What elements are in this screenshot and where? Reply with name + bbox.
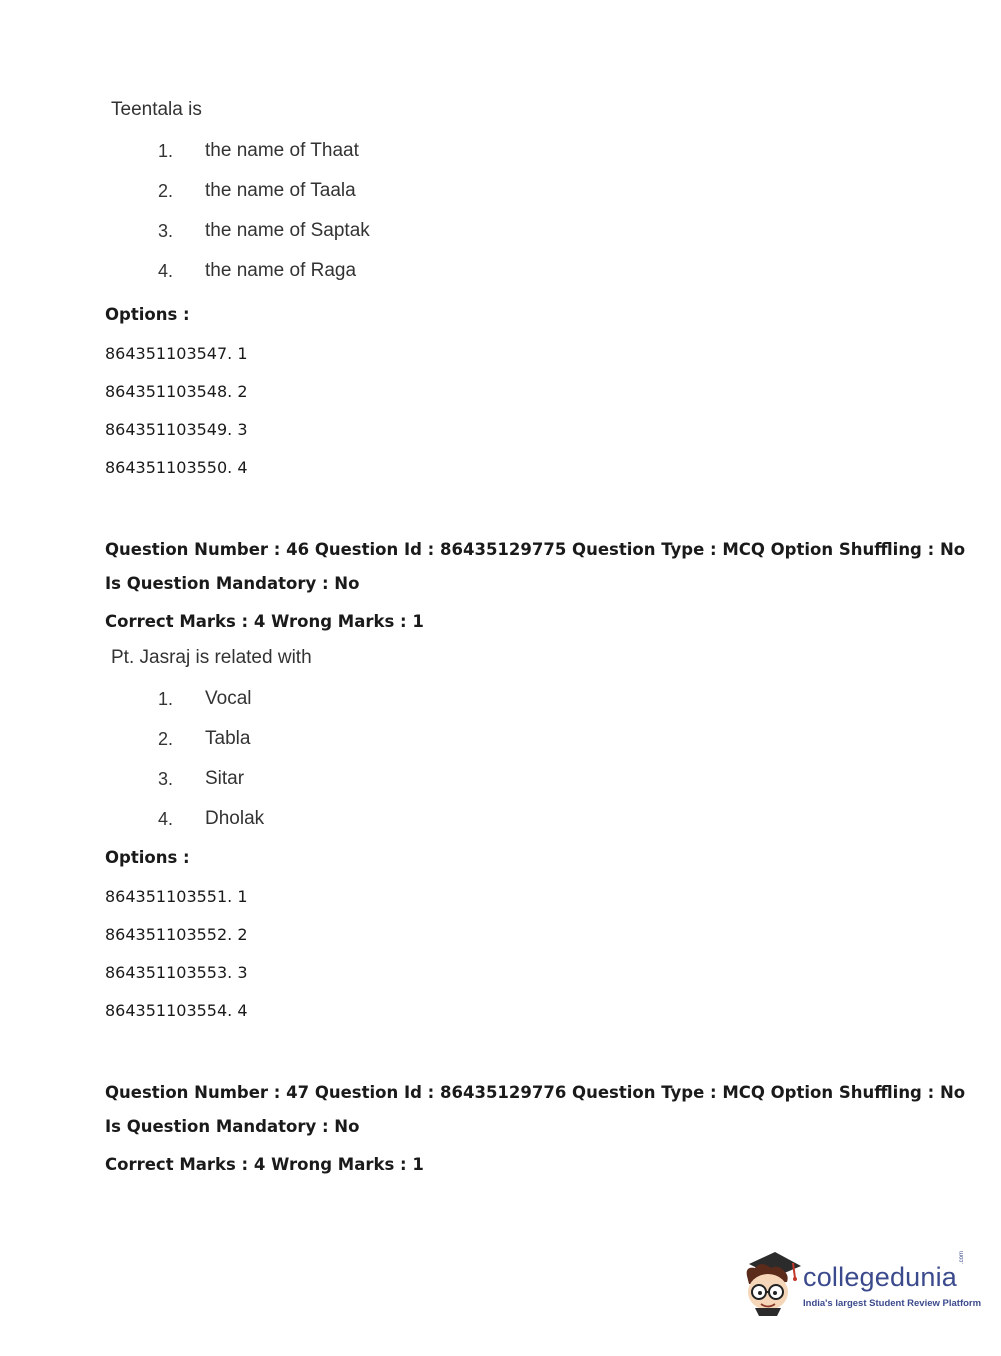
q46-choice-2-text: Tabla — [205, 728, 251, 749]
q46-stem: Pt. Jasraj is related with — [111, 647, 312, 668]
q45-option-1: 864351103547. 1 — [105, 344, 248, 363]
q46-choice-1-text: Vocal — [205, 688, 252, 709]
q45-option-2: 864351103548. 2 — [105, 382, 248, 401]
q45-choice-3-num: 3. — [158, 221, 174, 241]
q46-choice-4-num: 4. — [158, 809, 174, 829]
q46-options-label: Options : — [105, 848, 190, 867]
q45-choice-1-text: the name of Thaat — [205, 140, 359, 161]
student-mascot-icon — [741, 1250, 803, 1316]
q45-choice-2-text: the name of Taala — [205, 180, 356, 201]
q47-marks: Correct Marks : 4 Wrong Marks : 1 — [105, 1155, 424, 1174]
q47-mandatory: Is Question Mandatory : No — [105, 1117, 360, 1136]
q45-options-label: Options : — [105, 305, 190, 324]
logo-tagline: India's largest Student Review Platform — [803, 1298, 982, 1309]
q46-option-3: 864351103553. 3 — [105, 963, 248, 982]
logo-com: .com — [959, 1250, 965, 1264]
q47-header: Question Number : 47 Question Id : 86435129776 Question Type : MCQ Option Shuffling : No — [105, 1083, 966, 1102]
q45-choice-3-text: the name of Saptak — [205, 220, 370, 241]
q45-choice-4-num: 4. — [158, 261, 174, 281]
q46-choice-2-num: 2. — [158, 729, 174, 749]
q46-choice-4-text: Dholak — [205, 808, 265, 829]
q46-choice-1-num: 1. — [158, 689, 174, 709]
q45-option-4: 864351103550. 4 — [105, 458, 248, 477]
q46-option-1: 864351103551. 1 — [105, 887, 248, 906]
q46-choice-3-num: 3. — [158, 769, 174, 789]
q45-stem: Teentala is — [111, 99, 202, 120]
q46-option-2: 864351103552. 2 — [105, 925, 248, 944]
q46-marks: Correct Marks : 4 Wrong Marks : 1 — [105, 612, 424, 631]
q45-choice-4-text: the name of Raga — [205, 260, 357, 281]
logo-wordmark: collegedunia — [803, 1262, 958, 1292]
q46-mandatory: Is Question Mandatory : No — [105, 574, 360, 593]
q46-header: Question Number : 46 Question Id : 86435129775 Question Type : MCQ Option Shuffling : No — [105, 540, 966, 559]
q46-choice-3-text: Sitar — [205, 768, 245, 789]
q45-choice-2-num: 2. — [158, 181, 174, 201]
q45-choice-1-num: 1. — [158, 141, 174, 161]
q45-option-3: 864351103549. 3 — [105, 420, 248, 439]
q46-option-4: 864351103554. 4 — [105, 1001, 248, 1020]
